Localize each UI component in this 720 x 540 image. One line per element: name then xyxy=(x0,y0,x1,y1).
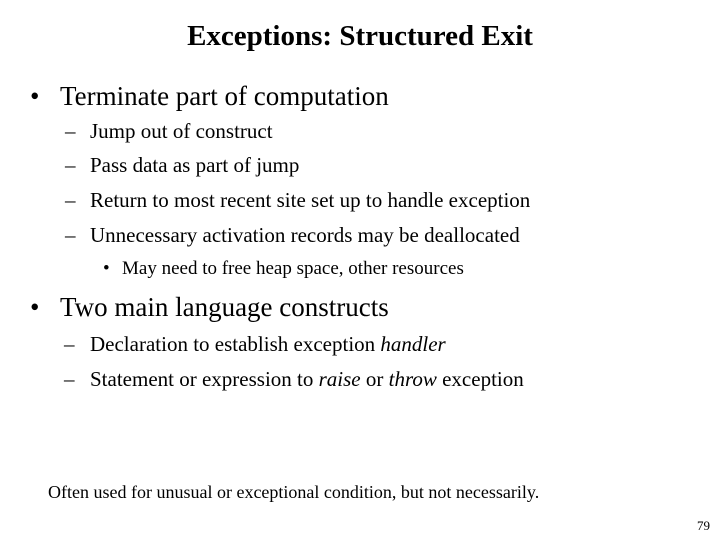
subitem-return xyxy=(65,187,530,213)
bullet-text: Two main language constructs xyxy=(60,292,389,322)
bullet-constructs xyxy=(30,291,389,323)
bullet-text: Terminate part of computation xyxy=(60,81,389,111)
footnote: Often used for unusual or exceptional condition, but not necessarily. xyxy=(48,482,540,502)
subitem-text: Statement or expression to xyxy=(90,367,319,391)
bullet-terminate xyxy=(30,80,389,112)
subitem-text: or xyxy=(360,367,389,391)
bullet-icon: • xyxy=(30,81,40,111)
subitem-text: Jump out of construct xyxy=(90,119,273,143)
subsubitem-text: May need to free heap space, other resources xyxy=(122,258,464,279)
subitem-statement xyxy=(64,366,524,392)
subitem-jump-out xyxy=(65,118,273,144)
subsubitem-free-heap xyxy=(103,257,464,281)
dash-icon: – xyxy=(64,332,75,356)
subitem-text: Declaration to establish exception xyxy=(90,332,381,356)
subitem-declaration xyxy=(64,331,446,357)
subitem-text: exception xyxy=(436,367,524,391)
throw-term: throw xyxy=(388,367,437,391)
bullet-icon: • xyxy=(103,258,110,279)
subitem-deallocated xyxy=(65,222,520,248)
slide-title: Exceptions: Structured Exit xyxy=(187,20,533,52)
page-number: 79 xyxy=(697,518,710,533)
raise-term: raise xyxy=(318,367,361,391)
subitem-pass-data xyxy=(65,152,299,178)
subitem-text: Unnecessary activation records may be deallocated xyxy=(90,223,520,247)
dash-icon: – xyxy=(65,188,76,212)
dash-icon: – xyxy=(65,119,76,143)
subitem-text: Return to most recent site set up to handle exception xyxy=(90,188,531,212)
handler-term: handler xyxy=(380,332,446,356)
dash-icon: – xyxy=(64,367,75,391)
subitem-text: Pass data as part of jump xyxy=(90,153,300,177)
dash-icon: – xyxy=(65,153,76,177)
dash-icon: – xyxy=(65,223,76,247)
bullet-icon: • xyxy=(30,292,40,322)
